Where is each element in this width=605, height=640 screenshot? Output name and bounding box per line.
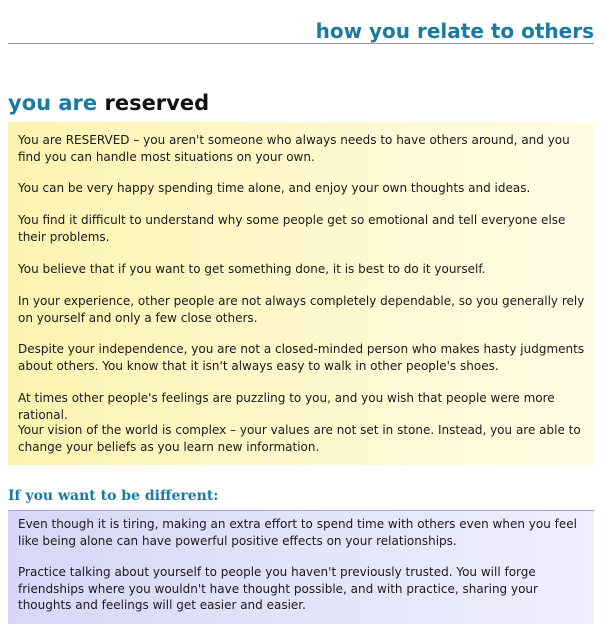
page-header-title: how you relate to others [315,19,594,43]
advice-paragraph: Even though it is tiring, making an extra effort to spend time with others even when you feel like being alone can have powerful positive effects on your relationships. [18,517,577,548]
description-paragraph: You believe that if you want to get something done, it is best to do it yourself. [18,262,486,276]
result-heading [8,89,209,117]
description-paragraph: Despite your independence, you are not a closed-minded person who makes hasty judgments about others. You know that it isn't always easy to walk in other people's shoes. [18,342,585,373]
header-divider [8,43,594,44]
description-paragraph: You find it difficult to understand why some people get so emotional and tell everyone else their problems. [18,213,566,244]
description-paragraph: You can be very happy spending time alone, and enjoy your own thoughts and ideas. [18,181,531,195]
result-heading-word: reserved [104,91,210,115]
advice-paragraph: Practice talking about yourself to people you haven't previously trusted. You will forge friendships where you wouldn't have thought possible, and with practice, sharing your thoughts and feelings will get easier and easier. [18,565,538,612]
description-paragraph: At times other people's feelings are puzzling to you, and you wish that people were more rational. [18,391,555,422]
description-paragraph: In your experience, other people are not always completely dependable, so you generally rely on yourself and only a few close others. [18,294,585,325]
result-heading-prefix: you are [8,91,98,115]
description-paragraph: You are RESERVED – you aren't someone who always needs to have others around, and you find you can handle most situations on your own. [18,133,570,164]
advice-heading: If you want to be different: [8,488,219,504]
description-paragraph: Your vision of the world is complex – your values are not set in stone. Instead, you are able to change your beliefs as you learn new information. [18,423,581,454]
